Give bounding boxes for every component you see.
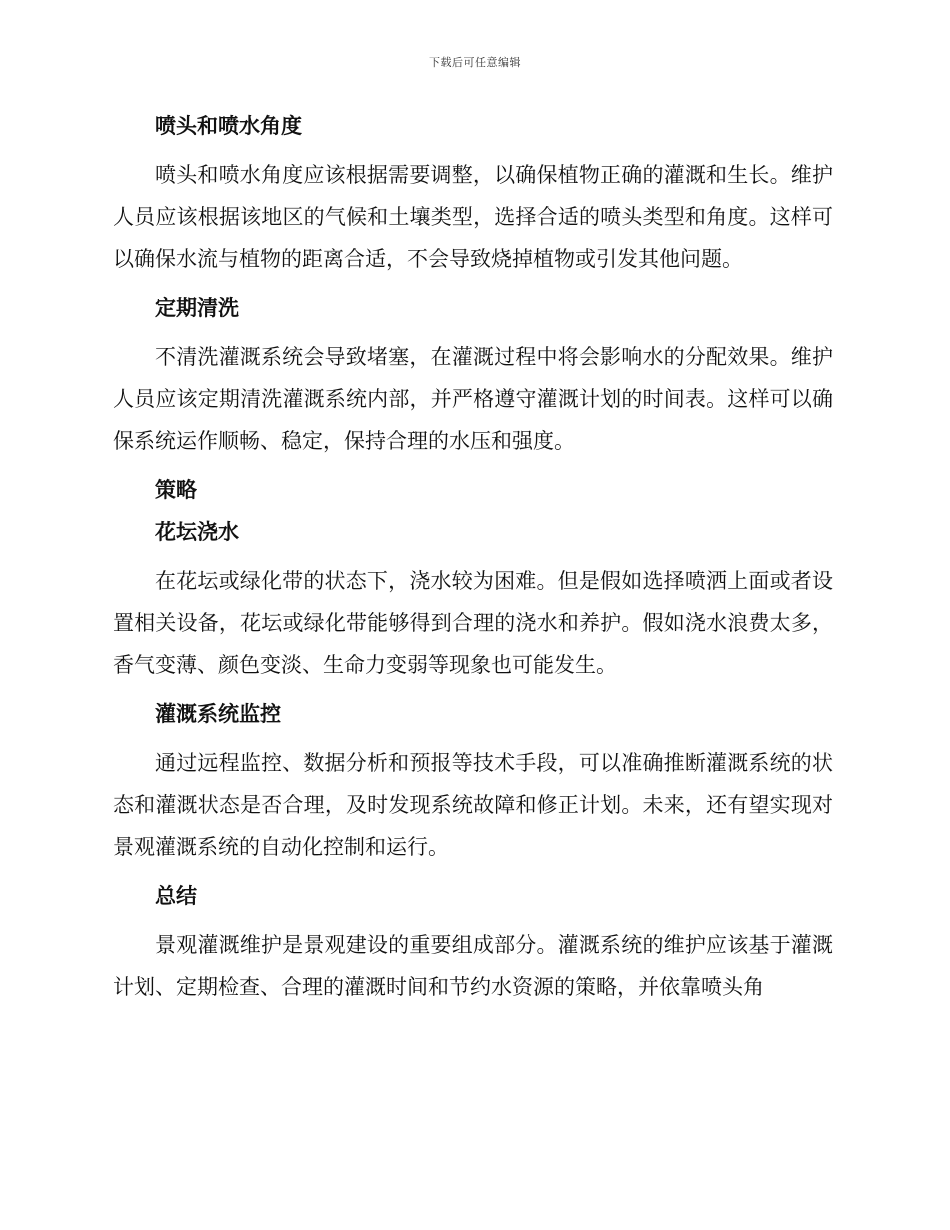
section-heading-regular-cleaning: 定期清洗 bbox=[155, 296, 239, 320]
section-heading-strategy: 策略 bbox=[155, 478, 197, 502]
section-paragraph-flowerbed-watering: 在花坛或绿化带的状态下，浇水较为困难。但是假如选择喷洒上面或者设置相关设备，花坛或绿化带能够得到合理的浇水和养护。假如浇水浪费太多，香气变薄、颜色变淡、生命力变弱等现象也可能发生。 bbox=[113, 569, 833, 677]
section-heading-flowerbed-watering: 花坛浇水 bbox=[155, 520, 239, 544]
page-header: 下载后可任意编辑 bbox=[429, 56, 521, 69]
section-heading-sprinkler-angle: 喷头和喷水角度 bbox=[155, 114, 302, 138]
section-paragraph-summary: 景观灌溉维护是景观建设的重要组成部分。灌溉系统的维护应该基于灌溉计划、定期检查、合理的灌溉时间和节约水资源的策略，并依靠喷头角 bbox=[113, 933, 833, 999]
section-paragraph-irrigation-monitoring: 通过远程监控、数据分析和预报等技术手段，可以准确推断灌溉系统的状态和灌溉状态是否合理，及时发现系统故障和修正计划。未来，还有望实现对景观灌溉系统的自动化控制和运行。 bbox=[113, 751, 833, 859]
document-body bbox=[113, 112, 833, 1022]
section-heading-summary: 总结 bbox=[155, 884, 197, 908]
section-heading-irrigation-monitoring: 灌溉系统监控 bbox=[155, 702, 281, 726]
section-paragraph-sprinkler-angle: 喷头和喷水角度应该根据需要调整，以确保植物正确的灌溉和生长。维护人员应该根据该地区的气候和土壤类型，选择合适的喷头类型和角度。这样可以确保水流与植物的距离合适，不会导致烧掉植物或引发其他问题。 bbox=[113, 163, 833, 271]
section-paragraph-regular-cleaning: 不清洗灌溉系统会导致堵塞，在灌溉过程中将会影响水的分配效果。维护人员应该定期清洗灌溉系统内部，并严格遵守灌溉计划的时间表。这样可以确保系统运作顺畅、稳定，保持合理的水压和强度。 bbox=[113, 345, 833, 453]
